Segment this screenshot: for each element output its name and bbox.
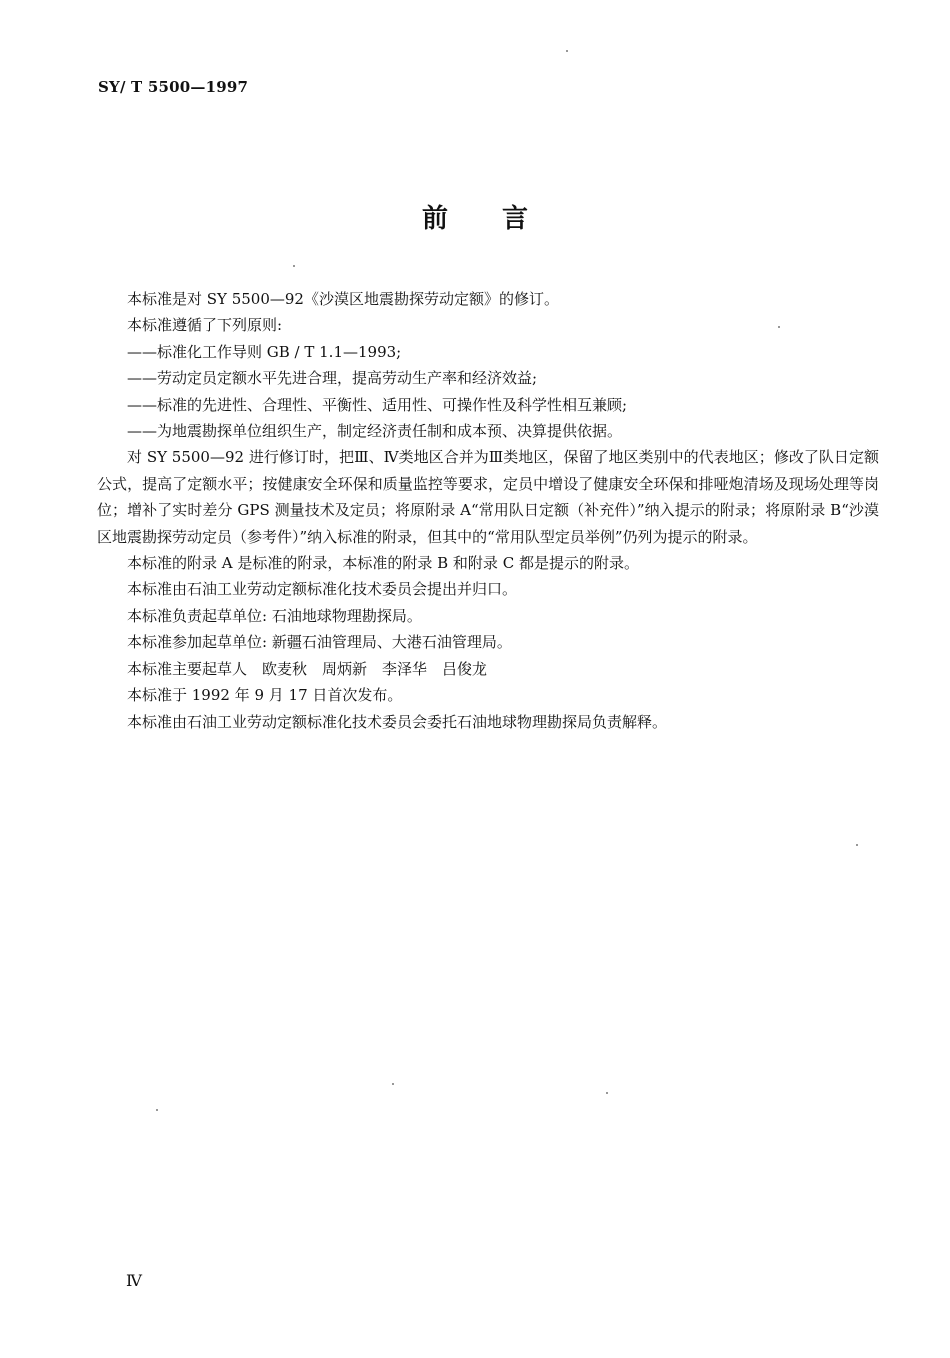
scan-speck: [392, 1083, 394, 1085]
paragraph-principles-intro: 本标准遵循了下列原则:: [127, 316, 283, 335]
body-text: [97, 286, 879, 735]
scan-speck: [856, 844, 858, 846]
page-title: 前言: [421, 204, 582, 234]
scan-speck: [156, 1109, 158, 1111]
paragraph-interpretation: 本标准由石油工业劳动定额标准化技术委员会委托石油地球物理勘探局负责解释。: [127, 712, 668, 731]
scan-speck: [566, 50, 568, 52]
paragraph-lead-drafter: 本标准负责起草单位: 石油地球物理勘探局。: [127, 606, 422, 625]
principle-item: ——标准化工作导则 GB / T 1.1—1993;: [127, 342, 402, 361]
principle-item: ——劳动定员定额水平先进合理，提高劳动生产率和经济效益;: [127, 369, 538, 388]
paragraph-main-authors: 本标准主要起草人 欧麦秋 周炳新 李泽华 吕俊龙: [127, 659, 488, 678]
paragraph-first-issued: 本标准于 1992 年 9 月 17 日首次发布。: [127, 686, 403, 705]
standard-code: SY/ T 5500—1997: [98, 78, 249, 96]
paragraph-participating-drafters: 本标准参加起草单位: 新疆石油管理局、大港石油管理局。: [127, 633, 512, 652]
principle-item: ——为地震勘探单位组织生产，制定经济责任制和成本预、决算提供依据。: [127, 422, 623, 441]
page-number: Ⅳ: [126, 1271, 142, 1290]
paragraph-appendices: 本标准的附录 A 是标准的附录，本标准的附录 B 和附录 C 都是提示的附录。: [127, 554, 639, 573]
paragraph-revision-details: 对 SY 5500—92 进行修订时，把Ⅲ、Ⅳ类地区合并为Ⅲ类地区，保留了地区类别中的代表地区；修改了队日定额公式，提高了定额水平；按健康安全环保和质量监控等要求，定员中增设了健康安全环保和排哑炮清场及现场处理等岗位；增补了实时差分 GPS 测量技术及定员；将原附录 A“常用队日定额（补充件）”纳入提示的附录；将原附录 B“沙漠区地震勘探劳动定员（参考件）”纳入标准的附录，但其中的“常用队型定员举例”仍列为提示的附录。: [97, 448, 879, 546]
scan-speck: [778, 326, 780, 328]
scan-speck: [606, 1092, 608, 1094]
paragraph-proposer: 本标准由石油工业劳动定额标准化技术委员会提出并归口。: [127, 580, 518, 599]
paragraph-revision: 本标准是对 SY 5500—92《沙漠区地震勘探劳动定额》的修订。: [127, 290, 559, 308]
principle-item: ——标准的先进性、合理性、平衡性、适用性、可操作性及科学性相互兼顾;: [127, 395, 628, 414]
scan-speck: [293, 265, 295, 267]
